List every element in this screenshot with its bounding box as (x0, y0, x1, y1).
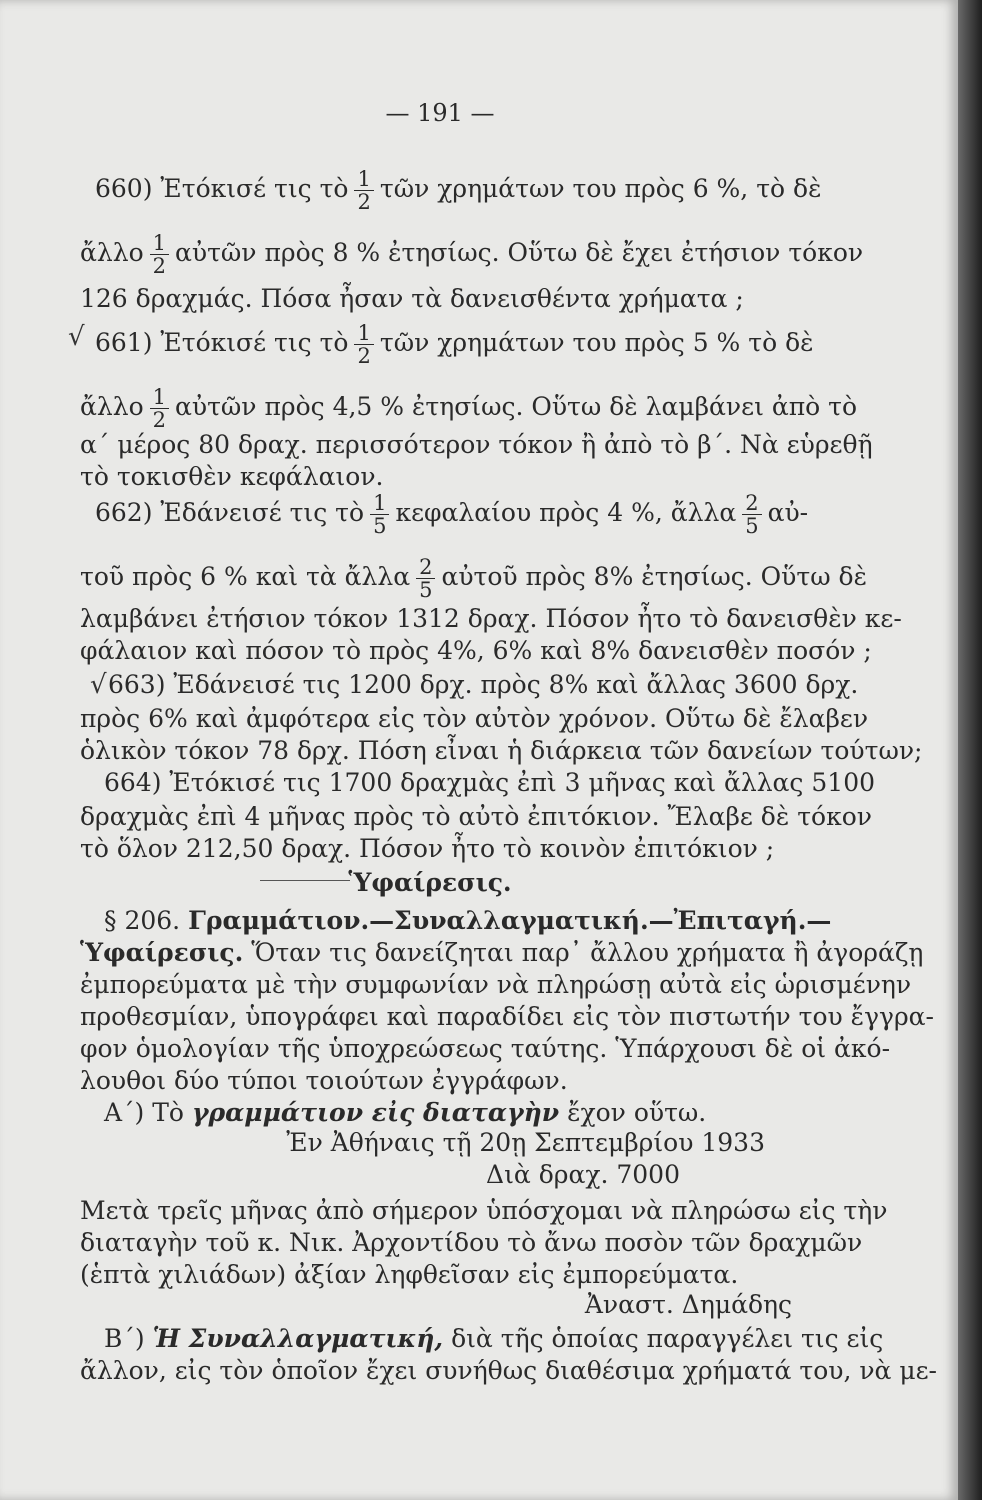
problem-663-line-1: 663) Ἐδάνεισέ τις 1200 δρχ. πρὸς 8% καὶ ἄλλας 3600 δρχ. (108, 670, 859, 699)
problem-662-line-4: φάλαιον καὶ πόσον τὸ πρὸς 4%, 6% καὶ 8% δανεισθὲν ποσόν ; (80, 636, 872, 665)
term: Ἡ Συναλλαγματική, (152, 1324, 444, 1353)
problem-660-line-3: 126 δραχμάς. Πόσα ἦσαν τὰ δανεισθέντα χρήματα ; (80, 284, 744, 313)
text: Ὅταν τις δανείζηται παρ᾽ ἄλλου χρήματα ἢ ἀγοράζῃ (251, 938, 924, 967)
term: Ὑφαίρεσις. (80, 938, 244, 967)
text: διὰ τῆς ὁποίας παραγγέλει τις εἰς (451, 1324, 884, 1353)
note-a-line-4: Μετὰ τρεῖς μῆνας ἀπὸ σήμερον ὑπόσχομαι νὰ πληρώσω εἰς τὴν (80, 1196, 888, 1225)
problem-660-line-2 (80, 231, 864, 278)
section-206-line-4: προθεσμίαν, ὑπογράφει καὶ παραδίδει εἰς τὸν πιστωτήν του ἔγγρα- (80, 1002, 934, 1031)
note-b-line-2: ἄλλον, εἰς τὸν ὁποῖον ἔχει συνήθως διαθέσιμα χρήματά του, νὰ με- (80, 1356, 938, 1385)
section-206-line-3: ἐμπορεύματα μὲ τὴν συμφωνίαν νὰ πληρώσῃ αὐτὰ εἰς ὡρισμένην (80, 970, 912, 999)
note-b-line-1 (104, 1324, 884, 1354)
note-place-date: Ἐν Ἀθήναις τῇ 20ῃ Σεπτεμβρίου 1933 (286, 1128, 765, 1157)
fraction-half: $\frac{1}{2}$ (150, 232, 169, 277)
problem-661-line-2 (80, 385, 858, 432)
text: αὐτοῦ πρὸς 8% ἐτησίως. Οὕτω δὲ (441, 562, 867, 591)
text: ἄλλο (80, 392, 144, 421)
problem-663-line-3: ὁλικὸν τόκον 78 δρχ. Πόση εἶναι ἡ διάρκεια τῶν δανείων τούτων; (80, 736, 923, 765)
checkmark-icon: √ (90, 670, 107, 700)
text: Β΄) (104, 1324, 145, 1353)
fraction-half: $\frac{1}{2}$ (354, 322, 373, 367)
term: γραμμάτιον εἰς διαταγὴν (191, 1098, 560, 1127)
text: 662) Ἐδάνεισέ τις τὸ (95, 498, 365, 527)
fraction-half: $\frac{1}{2}$ (150, 386, 169, 431)
problem-662-line-1 (95, 492, 820, 537)
text: τῶν χρημάτων του πρὸς 6 %, τὸ δὲ (379, 174, 822, 203)
fraction-fifth: $\frac{1}{5}$ (370, 492, 389, 537)
fraction-two-fifths: $\frac{2}{5}$ (416, 556, 435, 601)
text: τῶν χρημάτων του πρὸς 5 % τὸ δὲ (379, 328, 814, 357)
text: Α΄) Τὸ (104, 1098, 184, 1127)
note-a-line-5: διαταγὴν τοῦ κ. Νικ. Ἀρχοντίδου τὸ ἄνω ποσὸν τῶν δραχμῶν (80, 1228, 863, 1257)
text: αὐτῶν πρὸς 4,5 % ἐτησίως. Οὕτω δὲ λαμβάνει ἀπὸ τὸ (175, 392, 858, 421)
section-206-line-2 (80, 938, 924, 968)
note-amount: Διὰ δραχ. 7000 (486, 1160, 680, 1189)
page-edge (958, 0, 982, 1500)
page-number: — 191 — (385, 99, 495, 127)
problem-664-line-3: τὸ ὅλον 212,50 δραχ. Πόσον ἦτο τὸ κοινὸν ἐπιτόκιον ; (80, 834, 775, 863)
text: κεφαλαίου πρὸς 4 %, ἄλλα (395, 498, 737, 527)
section-number: § 206. (104, 906, 181, 935)
problem-661-line-4: τὸ τοκισθὲν κεφάλαιον. (80, 462, 384, 491)
problem-660-line-1 (95, 168, 820, 213)
text: αὐτῶν πρὸς 8 % ἐτησίως. Οὕτω δὲ ἔχει ἐτήσιον τόκον (175, 238, 864, 267)
text: ἔχον οὕτω. (567, 1098, 707, 1127)
section-heading: Ὑφαίρεσις. (348, 868, 512, 897)
note-signature: Ἀναστ. Δημάδης (584, 1290, 792, 1319)
problem-662-line-3: λαμβάνει ἐτήσιον τόκον 1312 δραχ. Πόσον ἦτο τὸ δανεισθὲν κε- (80, 604, 902, 633)
note-a-line-6: (ἑπτὰ χιλιάδων) ἀξίαν ληφθεῖσαν εἰς ἐμπορεύματα. (80, 1260, 739, 1289)
text: αὐ- (767, 498, 809, 527)
problem-664-line-2: δραχμὰς ἐπὶ 4 μῆνας πρὸς τὸ αὐτὸ ἐπιτόκιον. Ἔλαβε δὲ τόκον (80, 802, 872, 831)
problem-662-line-2 (80, 555, 867, 602)
text: ἄλλο (80, 238, 144, 267)
problem-663-line-2: πρὸς 6% καὶ ἀμφότερα εἰς τὸν αὐτὸν χρόνον. Οὕτω δὲ ἔλαβεν (80, 704, 869, 733)
section-title: Γραμμάτιον.—Συναλλαγματική.—Ἐπιταγή.— (188, 906, 832, 935)
problem-661-line-1 (95, 322, 820, 367)
problem-661-line-3: α΄ μέρος 80 δραχ. περισσότερον τόκον ἢ ἀπὸ τὸ β΄. Νὰ εὑρεθῇ (80, 430, 873, 459)
fraction-half: $\frac{1}{2}$ (354, 168, 373, 213)
text: 661) Ἐτόκισέ τις τὸ (95, 328, 349, 357)
fraction-two-fifths: $\frac{2}{5}$ (742, 492, 761, 537)
checkmark-icon: √ (68, 322, 85, 352)
section-206-line-5: φον ὁμολογίαν τῆς ὑποχρεώσεως ταύτης. Ὑπάρχουσι δὲ οἱ ἀκό- (80, 1034, 891, 1063)
text: τοῦ πρὸς 6 % καὶ τὰ ἄλλα (80, 562, 411, 591)
problem-664-line-1: 664) Ἐτόκισέ τις 1700 δραχμὰς ἐπὶ 3 μῆνας καὶ ἄλλας 5100 (104, 768, 876, 797)
text: 660) Ἐτόκισέ τις τὸ (95, 174, 349, 203)
note-a-line-1 (104, 1098, 820, 1128)
section-206-line-6: λουθοι δύο τύποι τοιούτων ἐγγράφων. (80, 1066, 568, 1095)
section-206-line-1 (104, 906, 832, 936)
